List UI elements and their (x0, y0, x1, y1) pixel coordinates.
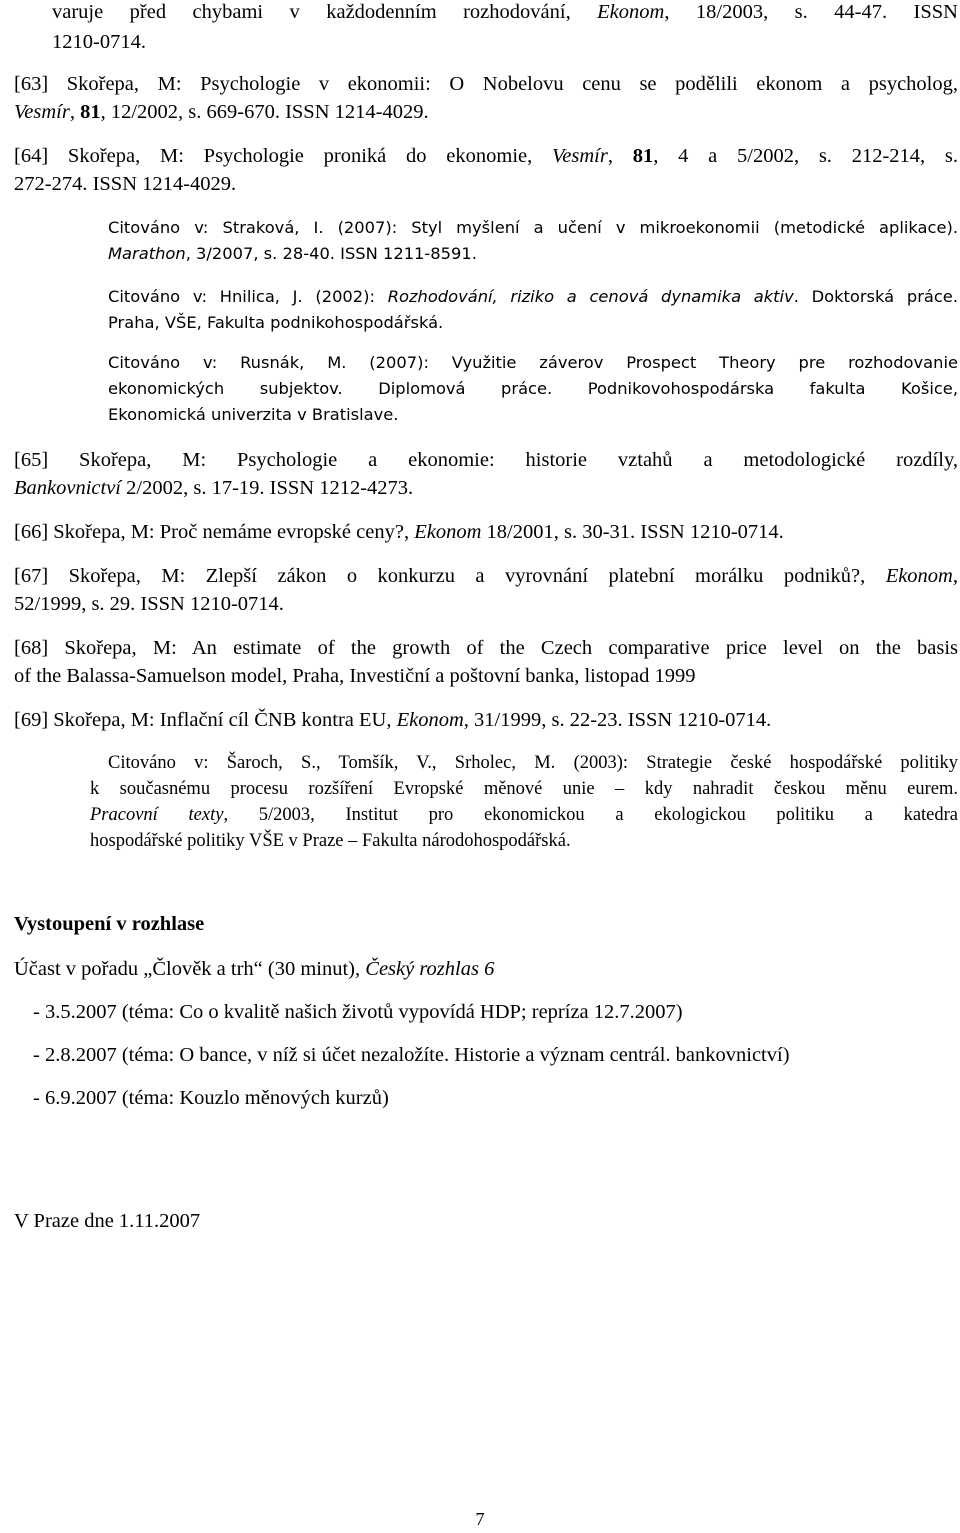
text: Skořepa, M: Psychologie proniká do ekonomie, (48, 145, 553, 167)
text: , 4 a 5/2002, s. 212-214, s. (653, 145, 959, 167)
text: Skořepa, M: Psychologie v ekonomii: O Nobelovu cenu se podělili ekonom a psycholog, (48, 73, 958, 95)
journal-title: Ekonom (414, 521, 482, 543)
text: . Doktorská práce. (793, 287, 959, 306)
text: Skořepa, M: Proč nemáme evropské ceny?, (48, 521, 415, 543)
citation-hnilica (90, 284, 958, 336)
reference-continuation (52, 0, 958, 26)
text: Citováno v: Straková, I. (2007): Styl myšlení a učení v mikroekonomii (metodické aplikace). (108, 218, 958, 237)
text: Citováno v: Šaroch, S., Tomšík, V., Srholec, M. (2003): Strategie české hospodářské politiky (108, 753, 958, 773)
text: hospodářské politiky VŠE v Praze – Fakulta národohospodářská. (90, 831, 571, 851)
reference-64 (14, 142, 958, 198)
section-heading: Vystoupení v rozhlase (14, 913, 205, 935)
text: varuje před chybami v každodenním rozhodování, (52, 1, 598, 23)
text: , (952, 565, 958, 587)
volume: 81 (632, 145, 654, 167)
volume: 81 (80, 101, 101, 123)
text: Skořepa, M: Inflační cíl ČNB kontra EU, (48, 709, 397, 731)
text: Účast v pořadu „Člověk a trh“ (30 minut), (14, 958, 366, 980)
reference-65 (14, 446, 958, 502)
journal-title: Vesmír (552, 145, 608, 167)
journal-title: Vesmír (14, 101, 70, 123)
journal-title: Ekonom (597, 1, 665, 23)
reference-number: [68] (14, 637, 49, 659)
text: , 3/2007, s. 28-40. ISSN 1211-8591. (185, 244, 477, 263)
reference-number: [66] (14, 521, 49, 543)
journal-title: Ekonom (396, 709, 464, 731)
citation-saroch (90, 750, 958, 854)
text: 1210-0714. (52, 31, 146, 53)
reference-67 (14, 562, 958, 618)
citation-strakova (90, 215, 958, 267)
text: , 12/2002, s. 669-670. ISSN 1214-4029. (100, 101, 429, 123)
text: of the Balassa-Samuelson model, Praha, Investiční a poštovní banka, listopad 1999 (14, 665, 696, 687)
text: , (607, 145, 633, 167)
text: Praha, VŠE, Fakulta podnikohospodářská. (108, 313, 444, 332)
list-item: - 2.8.2007 (téma: O bance, v níž si účet nezaložíte. Historie a význam centrál. bankovnictví) (33, 1044, 790, 1066)
text: k současnému procesu rozšíření Evropské měnové unie – kdy nahradit českou měnu eurem. (90, 779, 958, 799)
journal-title: Pracovní texty (90, 805, 224, 825)
text: , 5/2003, Institut pro ekonomickou a ekologickou politiku a katedra (223, 805, 958, 825)
citation-rusnak (90, 350, 958, 428)
text: 18/2001, s. 30-31. ISSN 1210-0714. (481, 521, 784, 543)
reference-number: [69] (14, 709, 49, 731)
reference-continuation-line2 (52, 28, 958, 56)
text: Skořepa, M: Psychologie a ekonomie: historie vztahů a metodologické rozdíly, (48, 449, 958, 471)
signature-date: V Praze dne 1.11.2007 (14, 1210, 201, 1232)
text: Citováno v: Hnilica, J. (2002): (108, 287, 388, 306)
reference-66 (14, 518, 958, 546)
radio-intro (14, 955, 494, 983)
journal-title: Ekonom (885, 565, 953, 587)
reference-number: [65] (14, 449, 49, 471)
text: , 18/2003, s. 44-47. ISSN (664, 1, 958, 23)
reference-68 (14, 634, 958, 690)
list-item: - 6.9.2007 (téma: Kouzlo měnových kurzů) (33, 1087, 389, 1109)
text: Skořepa, M: An estimate of the growth of the Czech comparative price level on the basis (48, 637, 958, 659)
reference-number: [63] (14, 73, 49, 95)
reference-69 (14, 706, 958, 734)
journal-title: Bankovnictví (14, 477, 122, 499)
text: , (69, 101, 81, 123)
text: 52/1999, s. 29. ISSN 1210-0714. (14, 593, 284, 615)
thesis-title: Rozhodování, riziko a cenová dynamika aktiv (387, 287, 794, 306)
text: ekonomických subjektov. Diplomová práce. Podnikovohospodárska fakulta Košice, (108, 379, 958, 398)
reference-number: [67] (14, 565, 49, 587)
journal-title: Marathon (108, 244, 186, 263)
text: 272-274. ISSN 1214-4029. (14, 173, 237, 195)
text: , 31/1999, s. 22-23. ISSN 1210-0714. (463, 709, 772, 731)
page-number: 7 (475, 1509, 485, 1529)
list-item: - 3.5.2007 (téma: Co o kvalitě našich životů vypovídá HDP; repríza 12.7.2007) (33, 1001, 683, 1023)
text: Skořepa, M: Zlepší zákon o konkurzu a vyrovnání platební morálku podniků?, (48, 565, 886, 587)
text: 2/2002, s. 17-19. ISSN 1212-4273. (121, 477, 414, 499)
text: Citováno v: Rusnák, M. (2007): Využitie záverov Prospect Theory pre rozhodovanie (108, 353, 958, 372)
reference-63 (14, 70, 958, 126)
station-name: Český rozhlas 6 (365, 958, 495, 980)
reference-number: [64] (14, 145, 49, 167)
text: Ekonomická univerzita v Bratislave. (108, 405, 399, 424)
